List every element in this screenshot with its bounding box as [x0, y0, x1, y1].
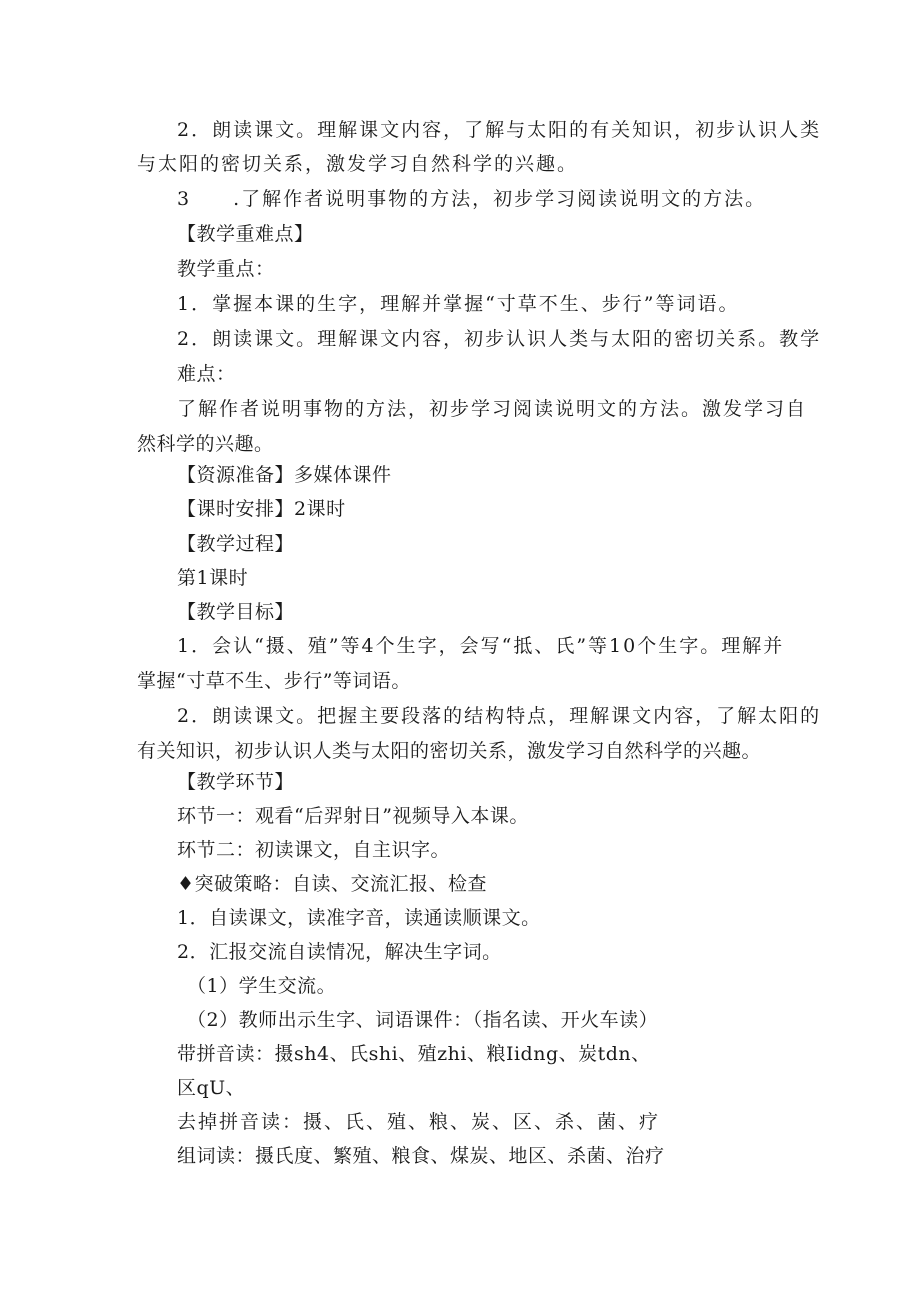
character-line: 去掉拼音读：摄、氏、殖、粮、炭、区、杀、菌、疗: [177, 1111, 661, 1133]
pinyin-line: 区qU、: [177, 1077, 246, 1099]
text-line: 与太阳的密切关系，激发学习自然科学的兴趣。: [137, 153, 579, 175]
section-heading: 【教学环节】: [177, 771, 295, 793]
text-line: 然科学的兴趣。: [137, 433, 274, 455]
strategy-line: ♦突破策略：自读、交流汇报、检查: [177, 873, 488, 895]
subheading: 教学重点：: [177, 258, 275, 280]
text-line: 环节二：初读课文，自主识字。: [177, 839, 451, 861]
text-line: 2．朗读课文。理解课文内容，初步认识人类与太阳的密切关系。教学: [177, 328, 822, 350]
section-heading: 【教学目标】: [177, 601, 295, 623]
text-line: 有关知识，初步认识人类与太阳的密切关系，激发学习自然科学的兴趣。: [137, 740, 762, 762]
pinyin-line: 带拼音读：摄sh4、氏shi、殖zhi、粮Iidng、炭tdn、: [177, 1043, 651, 1065]
text-line: 3 .了解作者说明事物的方法，初步学习阅读说明文的方法。: [177, 188, 767, 210]
text-line: 环节一：观看“后羿射日”视频导入本课。: [177, 805, 529, 827]
section-heading: 【教学过程】: [177, 533, 295, 555]
schedule-line: 【课时安排】2课时: [177, 498, 346, 520]
text-line: 了解作者说明事物的方法，初步学习阅读说明文的方法。激发学习自: [177, 398, 808, 420]
text-line: 1．掌握本课的生字，理解并掌握“寸草不生、步行”等词语。: [177, 293, 740, 315]
text-line: （1）学生交流。: [187, 975, 337, 997]
text-line: 1．自读课文，读准字音，读通读顺课文。: [177, 907, 541, 929]
text-line: 1．会认“摄、殖”等4个生字，会写“抵、氏”等10个生字。理解并: [177, 635, 785, 657]
lesson-label: 第1课时: [177, 567, 249, 589]
text-line: 掌握“寸草不生、步行”等词语。: [137, 670, 411, 692]
text-line: 2．汇报交流自读情况，解决生字词。: [177, 941, 502, 963]
word-line: 组词读：摄氏度、繁殖、粮食、煤炭、地区、杀菌、治疗: [177, 1145, 665, 1167]
section-heading: 【教学重难点】: [177, 223, 314, 245]
subheading: 难点：: [177, 363, 236, 385]
text-line: （2）教师出示生字、词语课件：（指名读、开火车读）: [187, 1009, 659, 1031]
resource-line: 【资源准备】多媒体课件: [177, 464, 392, 486]
text-line: 2．朗读课文。理解课文内容，了解与太阳的有关知识，初步认识人类: [177, 119, 822, 141]
text-line: 2．朗读课文。把握主要段落的结构特点，理解课文内容，了解太阳的: [177, 705, 822, 727]
